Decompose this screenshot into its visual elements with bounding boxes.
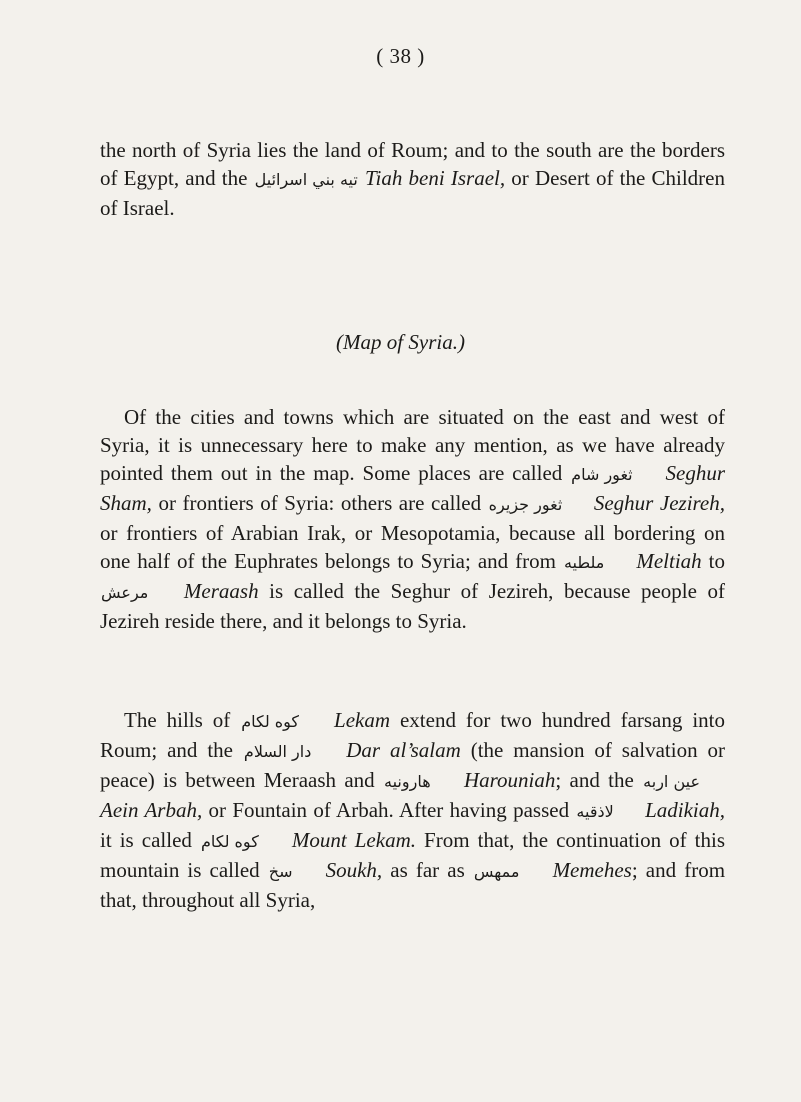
transliteration: Meltiah [636,549,702,573]
transliteration: Memehes [552,858,632,882]
text-run: the north of Syria lies the land of Roum; and to the south are the borders of Egypt, and the [100,138,725,190]
transliteration: Ladikiah, [645,798,725,822]
arabic-term: ثغور جزيره [488,495,563,514]
arabic-term: سخ [268,862,293,881]
map-caption: (Map of Syria.) [336,330,465,354]
text-run: (the mansion of salvation or peace) is between Meraash and [100,738,725,792]
transliteration: Dar al’salam [346,738,461,762]
page-number: ( 38 ) [376,44,425,68]
arabic-term: هارونيه [384,772,431,791]
arabic-term: عين اربه [643,772,700,791]
text-run: as far as [382,858,473,882]
arabic-term: لاذقيه [576,802,614,821]
paragraph-1 [100,136,725,222]
text-run: Of the cities and towns which are situated on the east and west of Syria, it is unnecessary here to make any mention, as we have already pointed them out in the map. Some places are called [100,405,725,485]
arabic-term: ملطيه [563,553,605,572]
arabic-term: تيه بني اسرائيل [254,170,358,189]
arabic-term: مرعش [101,583,149,602]
text-run: extend for two hundred farsang into Roum; and the [100,708,726,762]
transliteration: Tiah beni Israel, [364,166,506,190]
transliteration: Soukh, [325,858,383,882]
arabic-term: كوه لكام [200,832,259,851]
arabic-term: كوه لكام [241,712,300,731]
transliteration: Lekam [334,708,391,732]
transliteration: Seghur Sham, [100,461,725,515]
transliteration: Aein Arbah, [100,798,203,822]
text-run: or frontiers of Arabian Irak, or Mesopotamia, because all bordering on one half of the Euphrates belongs to Syria; and from [100,521,725,573]
text-run: ; and from that, throughout all Syria, [100,858,726,912]
transliteration: Harouniah [463,768,556,792]
text-run: From that, the continuation of this mountain is called [100,828,726,882]
paragraph-3 [100,706,725,914]
arabic-term: ثغور شام [571,465,633,484]
text-run: it is called [100,828,200,852]
arabic-term: ممهس [473,862,520,881]
text-run: is called the Seghur of Jezireh, because people of Jezireh reside there, and it belongs to Syria. [100,579,726,633]
text-run: or frontiers of Syria: others are called [151,491,488,515]
text-run: ; and the [555,768,643,792]
transliteration: Seghur Jezireh, [593,491,725,515]
transliteration: Mount Lekam. [291,828,416,852]
text-run: or Fountain of Arbah. After having passed [202,798,576,822]
transliteration: Meraash [183,579,259,603]
paragraph-2 [100,403,725,635]
arabic-term: دار السلام [243,742,312,761]
text-run: or Desert of the Children of Israel. [100,166,725,220]
text-run: to [701,549,725,573]
text-run: The hills of [124,708,241,732]
